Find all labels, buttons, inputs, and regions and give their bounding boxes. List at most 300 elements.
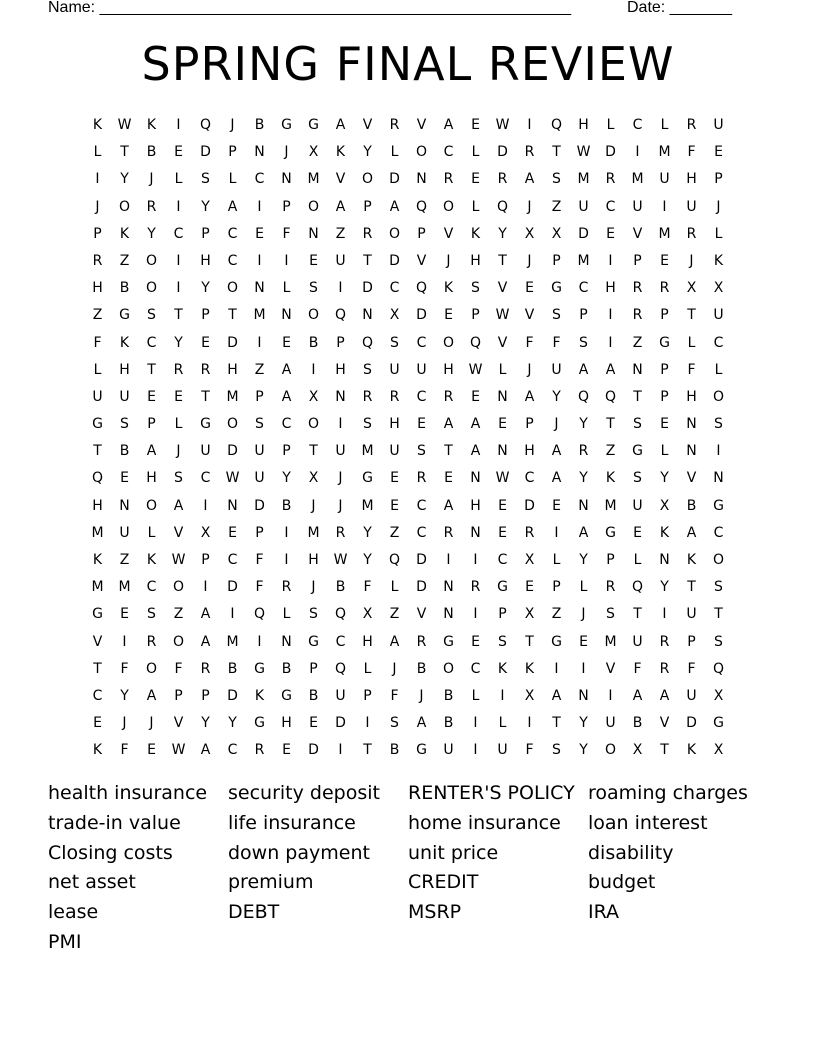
grid-letter: F [525, 742, 534, 759]
grid-letter: E [174, 388, 183, 405]
grid-letter: Y [201, 198, 210, 215]
grid-letter: G [443, 633, 454, 650]
grid-letter: W [576, 144, 591, 161]
word-bank-item: health insurance [48, 782, 208, 804]
grid-letter: Y [579, 416, 588, 433]
grid-letter: U [335, 252, 346, 269]
grid-letter: A [443, 416, 454, 433]
grid-letter: I [122, 633, 127, 650]
grid-letter: G [497, 579, 508, 596]
word-bank-item: budget [588, 871, 656, 894]
grid-letter: Q [334, 606, 347, 623]
grid-letter: A [470, 443, 481, 460]
grid-letter: Y [579, 552, 588, 568]
grid-letter: E [525, 280, 534, 297]
grid-letter: J [311, 497, 316, 514]
grid-letter: N [713, 470, 724, 487]
grid-letter: U [254, 443, 265, 460]
grid-letter: K [119, 334, 130, 351]
grid-letter: N [281, 633, 292, 650]
grid-letter: I [527, 117, 532, 133]
grid-letter: R [389, 388, 400, 405]
grid-letter: N [578, 497, 589, 514]
grid-letter: I [257, 198, 262, 215]
grid-letter: E [714, 144, 723, 161]
grid-letter: U [686, 606, 697, 623]
grid-letter: I [95, 171, 100, 188]
grid-letter: I [608, 252, 613, 269]
grid-letter: M [361, 443, 374, 460]
grid-letter: Z [632, 334, 643, 351]
grid-letter: R [659, 633, 670, 650]
grid-letter: S [309, 606, 318, 623]
grid-letter: G [92, 606, 103, 623]
grid-letter: L [660, 443, 669, 460]
word-bank-item: life insurance [228, 811, 356, 834]
grid-letter: E [660, 252, 669, 269]
grid-letter: C [470, 660, 481, 677]
grid-letter: F [93, 334, 102, 351]
grid-letter: A [551, 443, 562, 460]
grid-letter: Q [604, 388, 617, 405]
grid-letter: M [91, 524, 104, 541]
grid-letter: N [281, 171, 292, 188]
grid-letter: Y [660, 470, 669, 487]
word-bank-item: home insurance [408, 811, 561, 834]
grid-letter: I [554, 524, 559, 541]
grid-letter: F [120, 660, 129, 677]
grid-letter: G [551, 633, 562, 650]
grid-letter: C [146, 579, 157, 596]
grid-letter: T [633, 606, 642, 623]
grid-letter: W [495, 117, 510, 133]
grid-letter: R [92, 252, 103, 269]
grid-letter: O [145, 497, 158, 514]
grid-letter: Z [92, 307, 103, 324]
grid-letter: U [713, 117, 724, 133]
grid-letter: C [227, 225, 238, 242]
grid-letter: R [524, 144, 535, 161]
grid-letter: B [281, 660, 292, 677]
grid-letter: R [605, 171, 616, 188]
grid-letter: G [362, 470, 373, 487]
grid-letter: D [227, 687, 238, 704]
grid-letter: S [363, 416, 372, 433]
grid-letter: X [551, 225, 562, 242]
grid-letter: H [605, 280, 616, 297]
grid-letter: P [687, 633, 696, 650]
grid-letter: P [336, 334, 345, 351]
grid-letter: V [686, 470, 697, 487]
grid-letter: S [714, 579, 723, 596]
grid-letter: N [470, 524, 481, 541]
grid-letter: B [335, 579, 346, 596]
grid-letter: L [174, 171, 183, 188]
grid-letter: T [93, 660, 102, 677]
grid-letter: N [659, 552, 670, 568]
grid-letter: T [714, 606, 723, 623]
grid-letter: K [470, 225, 481, 242]
word-bank-item: unit price [408, 841, 499, 864]
grid-letter: A [200, 633, 211, 650]
grid-letter: Y [579, 715, 588, 732]
grid-letter: R [254, 742, 265, 759]
grid-letter: J [554, 416, 559, 433]
grid-letter: T [660, 742, 669, 759]
grid-letter: O [226, 280, 239, 297]
grid-letter: N [443, 606, 454, 623]
grid-letter: W [171, 742, 186, 759]
grid-letter: U [416, 361, 427, 378]
grid-letter: Q [199, 117, 212, 133]
grid-letter: R [470, 579, 481, 596]
grid-letter: I [284, 524, 289, 541]
grid-letter: A [578, 524, 589, 541]
grid-letter: J [392, 660, 397, 677]
grid-letter: Q [496, 198, 509, 215]
grid-letter: B [119, 443, 130, 460]
grid-letter: A [551, 687, 562, 704]
grid-letter: Q [361, 334, 374, 351]
grid-letter: A [632, 687, 643, 704]
grid-letter: N [308, 225, 319, 242]
grid-letter: E [309, 715, 318, 732]
grid-letter: H [281, 715, 292, 732]
grid-letter: P [363, 687, 372, 704]
grid-letter: U [119, 524, 130, 541]
grid-letter: M [604, 497, 617, 514]
grid-letter: Q [577, 388, 590, 405]
grid-letter: D [389, 252, 400, 269]
grid-letter: C [497, 552, 508, 568]
grid-letter: V [362, 117, 373, 133]
grid-letter: W [495, 307, 510, 324]
grid-letter: I [554, 660, 559, 677]
grid-letter: Z [605, 443, 616, 460]
grid-letter: T [552, 715, 561, 732]
grid-letter: M [631, 171, 644, 188]
grid-letter: K [686, 742, 697, 759]
grid-letter: I [716, 443, 721, 460]
grid-letter: E [633, 524, 642, 541]
grid-letter: R [686, 117, 697, 133]
grid-letter: T [498, 252, 507, 269]
grid-letter: T [606, 416, 615, 433]
grid-letter: H [470, 497, 481, 514]
grid-letter: H [92, 280, 103, 297]
grid-letter: B [443, 687, 454, 704]
grid-letter: F [552, 334, 561, 351]
grid-letter: R [362, 225, 373, 242]
grid-letter: A [146, 687, 157, 704]
grid-letter: F [282, 225, 291, 242]
grid-letter: P [255, 388, 264, 405]
grid-letter: M [118, 579, 131, 596]
grid-letter: I [203, 497, 208, 514]
grid-letter: J [338, 470, 343, 487]
grid-letter: V [173, 524, 184, 541]
grid-letter: M [91, 579, 104, 596]
grid-letter: X [308, 388, 319, 405]
grid-letter: C [254, 171, 265, 188]
grid-letter: I [284, 252, 289, 269]
grid-letter: S [633, 416, 642, 433]
grid-letter: O [172, 579, 185, 596]
grid-letter: U [632, 633, 643, 650]
grid-letter: I [473, 742, 478, 759]
grid-letter: J [419, 687, 424, 704]
grid-letter: I [473, 606, 478, 623]
grid-letter: G [659, 334, 670, 351]
grid-letter: D [227, 443, 238, 460]
grid-letter: X [362, 606, 373, 623]
grid-letter: S [498, 633, 507, 650]
grid-letter: T [201, 388, 210, 405]
grid-letter: I [527, 715, 532, 732]
grid-letter: F [687, 144, 696, 161]
grid-letter: K [146, 552, 157, 568]
grid-letter: L [93, 361, 102, 378]
grid-letter: H [200, 252, 211, 269]
grid-letter: D [389, 171, 400, 188]
grid-letter: O [307, 416, 320, 433]
grid-letter: T [363, 742, 372, 759]
worksheet-header [48, 0, 748, 18]
grid-letter: D [578, 225, 589, 242]
grid-letter: P [201, 687, 210, 704]
grid-letter: G [308, 117, 319, 133]
grid-letter: O [307, 307, 320, 324]
grid-letter: S [552, 307, 561, 324]
grid-letter: S [606, 606, 615, 623]
grid-letter: R [578, 443, 589, 460]
grid-letter: S [174, 470, 183, 487]
grid-letter: B [308, 334, 319, 351]
grid-letter: C [389, 280, 400, 297]
grid-letter: J [122, 715, 127, 732]
grid-letter: O [145, 660, 158, 677]
grid-letter: O [442, 198, 455, 215]
grid-letter: W [171, 552, 186, 568]
grid-letter: C [713, 334, 724, 351]
grid-letter: P [174, 687, 183, 704]
grid-letter: F [255, 579, 264, 596]
grid-letter: P [525, 416, 534, 433]
grid-letter: D [497, 144, 508, 161]
grid-letter: Y [363, 144, 372, 161]
word-bank-item: RENTER'S POLICY [408, 782, 575, 804]
grid-letter: B [254, 117, 265, 133]
grid-letter: X [686, 280, 697, 297]
grid-letter: S [363, 361, 372, 378]
grid-letter: S [309, 280, 318, 297]
grid-letter: P [201, 307, 210, 324]
grid-letter: P [579, 307, 588, 324]
grid-letter: E [255, 225, 264, 242]
grid-letter: Q [631, 579, 644, 596]
grid-letter: E [120, 606, 129, 623]
grid-letter: X [308, 470, 319, 487]
grid-letter: I [365, 715, 370, 732]
grid-letter: R [146, 633, 157, 650]
date-line: Date: _______ [627, 0, 732, 16]
grid-letter: R [443, 171, 454, 188]
grid-letter: G [119, 307, 130, 324]
word-bank-item: Closing costs [48, 841, 173, 864]
grid-letter: E [471, 171, 480, 188]
grid-letter: H [686, 171, 697, 188]
grid-letter: D [416, 552, 427, 568]
grid-letter: Y [120, 687, 129, 704]
grid-letter: Z [389, 524, 400, 541]
grid-letter: G [92, 416, 103, 433]
grid-letter: O [172, 633, 185, 650]
grid-letter: T [687, 307, 696, 324]
grid-letter: K [686, 552, 697, 568]
grid-letter: Q [469, 334, 482, 351]
grid-letter: E [147, 742, 156, 759]
grid-letter: R [173, 361, 184, 378]
grid-letter: E [390, 470, 399, 487]
grid-letter: U [713, 307, 724, 324]
grid-letter: J [230, 117, 235, 133]
grid-letter: I [338, 280, 343, 297]
word-bank-item: disability [588, 841, 674, 864]
grid-letter: Y [147, 225, 156, 242]
grid-letter: Y [363, 552, 372, 568]
grid-letter: Z [119, 552, 130, 568]
grid-letter: T [174, 307, 183, 324]
grid-letter: C [416, 334, 427, 351]
grid-letter: U [659, 171, 670, 188]
grid-letter: R [659, 660, 670, 677]
grid-letter: U [632, 497, 643, 514]
grid-letter: Z [173, 606, 184, 623]
grid-letter: G [416, 742, 427, 759]
grid-letter: E [606, 225, 615, 242]
grid-letter: A [173, 497, 184, 514]
grid-letter: O [712, 388, 725, 405]
grid-letter: C [173, 225, 184, 242]
grid-letter: E [444, 307, 453, 324]
grid-letter: E [93, 715, 102, 732]
grid-letter: M [604, 633, 617, 650]
grid-letter: K [605, 470, 616, 487]
grid-letter: E [390, 497, 399, 514]
grid-letter: G [713, 715, 724, 732]
grid-letter: P [201, 225, 210, 242]
grid-letter: X [524, 687, 535, 704]
grid-letter: G [713, 497, 724, 514]
grid-letter: J [527, 252, 532, 269]
grid-letter: M [361, 497, 374, 514]
grid-letter: D [416, 307, 427, 324]
grid-letter: I [473, 715, 478, 732]
grid-letter: R [605, 579, 616, 596]
grid-letter: L [687, 334, 696, 351]
grid-letter: P [417, 225, 426, 242]
word-bank-item: security deposit [228, 782, 380, 804]
grid-letter: V [632, 225, 643, 242]
grid-letter: A [281, 361, 292, 378]
grid-letter: P [93, 225, 102, 242]
grid-letter: T [363, 252, 372, 269]
grid-letter: H [389, 416, 400, 433]
grid-letter: O [226, 416, 239, 433]
grid-letter: R [497, 171, 508, 188]
grid-letter: V [497, 334, 508, 351]
grid-letter: F [255, 552, 264, 568]
grid-letter: E [471, 117, 480, 133]
grid-letter: P [498, 606, 507, 623]
grid-letter: K [713, 252, 724, 269]
word-bank-item: down payment [228, 841, 370, 864]
grid-letter: F [687, 660, 696, 677]
grid-letter: S [471, 280, 480, 297]
grid-letter: C [281, 416, 292, 433]
grid-letter: S [633, 470, 642, 487]
grid-letter: T [120, 144, 129, 161]
grid-letter: M [307, 171, 320, 188]
grid-letter: J [311, 579, 316, 596]
word-bank-item: MSRP [408, 901, 462, 924]
grid-letter: H [578, 117, 589, 133]
grid-letter: G [551, 280, 562, 297]
grid-letter: L [363, 660, 372, 677]
grid-letter: B [308, 687, 319, 704]
grid-letter: A [416, 715, 427, 732]
grid-letter: J [716, 198, 721, 215]
grid-letter: R [200, 660, 211, 677]
grid-letter: U [389, 443, 400, 460]
grid-letter: X [200, 524, 211, 541]
grid-letter: H [470, 252, 481, 269]
grid-letter: F [363, 579, 372, 596]
grid-letter: E [471, 388, 480, 405]
grid-letter: P [552, 579, 561, 596]
grid-letter: O [388, 225, 401, 242]
grid-letter: P [282, 443, 291, 460]
grid-letter: A [443, 117, 454, 133]
grid-letter: G [605, 524, 616, 541]
grid-letter: U [389, 361, 400, 378]
grid-letter: Y [552, 388, 561, 405]
grid-letter: F [174, 660, 183, 677]
grid-letter: T [228, 307, 237, 324]
grid-letter: Q [91, 470, 104, 487]
grid-letter: F [390, 687, 399, 704]
grid-letter: J [284, 144, 289, 161]
grid-letter: J [338, 497, 343, 514]
grid-letter: A [524, 388, 535, 405]
grid-letter: U [200, 443, 211, 460]
grid-letter: A [200, 742, 211, 759]
grid-letter: A [281, 388, 292, 405]
grid-letter: Q [334, 307, 347, 324]
grid-letter: X [713, 687, 724, 704]
grid-letter: X [632, 742, 643, 759]
grid-letter: L [471, 198, 480, 215]
grid-letter: L [714, 361, 723, 378]
word-bank-item: premium [228, 871, 314, 894]
grid-letter: T [687, 579, 696, 596]
grid-letter: I [473, 552, 478, 568]
grid-letter: U [254, 470, 265, 487]
grid-letter: E [498, 497, 507, 514]
grid-letter: N [281, 307, 292, 324]
name-line: Name: _____________________________________________________ [48, 0, 572, 16]
grid-letter: C [605, 198, 616, 215]
